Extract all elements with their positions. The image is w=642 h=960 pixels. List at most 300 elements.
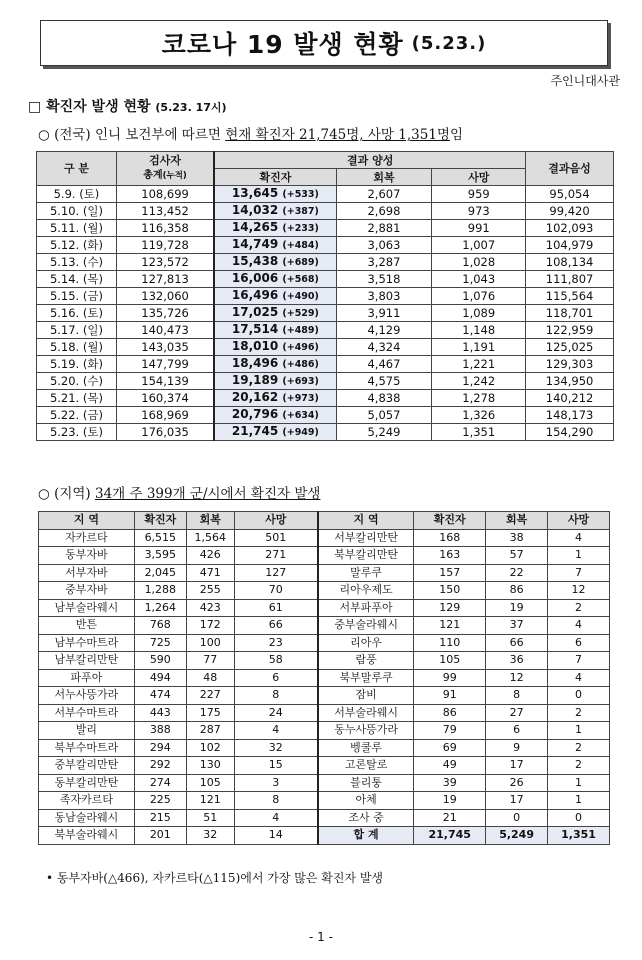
cell-recovered: 1,564 — [186, 529, 234, 547]
cell-recovered: 3,287 — [367, 254, 401, 269]
cell-date: 5.22. (금) — [49, 407, 103, 422]
header-confirmed: 확진자 — [134, 512, 186, 530]
cell-death: 2 — [548, 739, 610, 757]
cell-negative: 148,173 — [545, 407, 594, 422]
cell-recovered: 423 — [186, 599, 234, 617]
cell-death: 1,326 — [462, 407, 496, 422]
cell-confirmed: 21,745 — [231, 424, 279, 438]
cell-confirmed: 19,189 — [231, 373, 279, 387]
cell-death: 973 — [467, 203, 490, 218]
cell-confirmed: 150 — [414, 582, 486, 600]
cell-date: 5.13. (수) — [49, 254, 103, 269]
cell-date: 5.23. (토) — [49, 424, 103, 439]
cell-death: 24 — [234, 704, 318, 722]
cell-recovered: 12 — [486, 669, 548, 687]
cell-confirmed: 13,645 — [231, 186, 279, 200]
cell-date: 5.18. (월) — [49, 339, 103, 354]
cell-confirmed: 168 — [414, 529, 486, 547]
cell-death: 1,076 — [462, 288, 496, 303]
cell-confirmed: 768 — [134, 617, 186, 635]
cell-confirmed: 3,595 — [134, 547, 186, 565]
cell-increase: (+949) — [282, 427, 319, 438]
daily-status-table — [36, 151, 614, 441]
cell-confirmed: 14,265 — [231, 220, 279, 234]
table-row — [37, 237, 614, 254]
cell-region: 중부술라웨시 — [318, 617, 414, 635]
section-heading — [28, 96, 227, 116]
document-title — [40, 20, 608, 66]
header-death: 사망 — [548, 512, 610, 530]
cell-tested: 143,035 — [141, 339, 189, 354]
cell-region: 파푸아 — [39, 669, 135, 687]
cell-recovered: 2,607 — [367, 186, 401, 201]
cell-death: 66 — [234, 617, 318, 635]
cell-death: 1,278 — [462, 390, 496, 405]
cell-confirmed: 86 — [414, 704, 486, 722]
cell-recovered: 8 — [486, 687, 548, 705]
cell-date: 5.12. (화) — [49, 237, 103, 252]
cell-death: 4 — [234, 722, 318, 740]
cell-recovered: 102 — [186, 739, 234, 757]
cell-death: 2 — [548, 757, 610, 775]
table-row — [39, 792, 610, 810]
cell-death: 2 — [548, 599, 610, 617]
cell-negative: 129,303 — [545, 356, 594, 371]
cell-death: 991 — [467, 220, 490, 235]
cell-tested: 154,139 — [141, 373, 189, 388]
cell-region: 서부파푸아 — [318, 599, 414, 617]
cell-recovered: 5,249 — [367, 424, 401, 439]
cell-death: 32 — [234, 739, 318, 757]
cell-date: 5.14. (목) — [49, 271, 103, 286]
cell-date: 5.20. (수) — [49, 373, 103, 388]
cell-region: 반튼 — [39, 617, 135, 635]
cell-death: 58 — [234, 652, 318, 670]
table-row — [37, 339, 614, 356]
cell-recovered: 66 — [486, 634, 548, 652]
cell-increase: (+634) — [282, 410, 319, 421]
cell-death: 14 — [234, 827, 318, 845]
cell-confirmed: 14,032 — [231, 203, 279, 217]
cell-confirmed: 21 — [414, 809, 486, 827]
cell-death: 127 — [234, 564, 318, 582]
cell-region: 자카르타 — [39, 529, 135, 547]
cell-confirmed: 18,010 — [231, 339, 279, 353]
cell-death: 1,043 — [462, 271, 496, 286]
cell-recovered: 3,803 — [367, 288, 401, 303]
cell-region: 발리 — [39, 722, 135, 740]
header-tested — [116, 152, 214, 186]
cell-increase: (+490) — [282, 291, 319, 302]
header-region: 지 역 — [39, 512, 135, 530]
cell-tested: 147,799 — [141, 356, 189, 371]
table-row — [37, 220, 614, 237]
cell-recovered: 4,838 — [367, 390, 401, 405]
table-row — [37, 271, 614, 288]
table-row — [39, 652, 610, 670]
cell-death: 1,089 — [462, 305, 496, 320]
cell-confirmed: 20,162 — [231, 390, 279, 404]
cell-death: 0 — [548, 687, 610, 705]
cell-date: 5.21. (목) — [49, 390, 103, 405]
cell-confirmed: 49 — [414, 757, 486, 775]
cell-recovered: 2,698 — [367, 203, 401, 218]
cell-confirmed: 69 — [414, 739, 486, 757]
cell-increase: (+233) — [282, 223, 319, 234]
publisher: 주인니대사관 — [550, 74, 620, 88]
cell-confirmed: 16,496 — [231, 288, 279, 302]
cell-recovered: 37 — [486, 617, 548, 635]
cell-confirmed: 17,025 — [231, 305, 279, 319]
cell-region: 족자카르타 — [39, 792, 135, 810]
cell-negative: 99,420 — [549, 203, 590, 218]
cell-recovered: 121 — [186, 792, 234, 810]
regional-table — [38, 511, 610, 845]
cell-confirmed: 91 — [414, 687, 486, 705]
cell-region: 서부자바 — [39, 564, 135, 582]
cell-death: 2 — [548, 704, 610, 722]
cell-negative: 102,093 — [545, 220, 594, 235]
cell-recovered: 19 — [486, 599, 548, 617]
cell-date: 5.9. (토) — [53, 186, 100, 201]
cell-tested: 168,969 — [141, 407, 189, 422]
cell-recovered: 3,518 — [367, 271, 401, 286]
cell-death: 3 — [234, 774, 318, 792]
header-death: 사망 — [234, 512, 318, 530]
table-row — [39, 722, 610, 740]
cell-region: 조사 중 — [318, 809, 414, 827]
cell-recovered: 227 — [186, 687, 234, 705]
cell-confirmed: 39 — [414, 774, 486, 792]
cell-tested: 132,060 — [141, 288, 189, 303]
cell-recovered: 175 — [186, 704, 234, 722]
cell-date: 5.17. (일) — [49, 322, 103, 337]
cell-death: 12 — [548, 582, 610, 600]
header-region: 지 역 — [318, 512, 414, 530]
cell-recovered: 5,057 — [367, 407, 401, 422]
cell-confirmed: 225 — [134, 792, 186, 810]
table-row — [37, 305, 614, 322]
table-row — [39, 687, 610, 705]
cell-region: 서부술라웨시 — [318, 704, 414, 722]
table-row — [39, 599, 610, 617]
page-number: - 1 - — [309, 930, 333, 944]
cell-increase: (+973) — [282, 393, 319, 404]
cell-increase: (+486) — [282, 359, 319, 370]
cell-tested: 119,728 — [141, 237, 189, 252]
cell-region: 남부술라웨시 — [39, 599, 135, 617]
cell-recovered: 17 — [486, 792, 548, 810]
cell-death: 1,007 — [462, 237, 496, 252]
table-row — [39, 582, 610, 600]
cell-increase: (+496) — [282, 342, 319, 353]
cell-confirmed: 201 — [134, 827, 186, 845]
cell-recovered: 38 — [486, 529, 548, 547]
cell-region: 북부수마트라 — [39, 739, 135, 757]
table-row — [39, 547, 610, 565]
cell-recovered: 4,324 — [367, 339, 401, 354]
cell-recovered: 3,063 — [367, 237, 401, 252]
cell-recovered: 32 — [186, 827, 234, 845]
cell-death: 1 — [548, 792, 610, 810]
cell-region: 잠비 — [318, 687, 414, 705]
cell-tested: 123,572 — [141, 254, 189, 269]
cell-recovered: 26 — [486, 774, 548, 792]
cell-confirmed: 590 — [134, 652, 186, 670]
cell-increase: (+387) — [282, 206, 319, 217]
cell-confirmed: 163 — [414, 547, 486, 565]
cell-death: 6 — [234, 669, 318, 687]
cell-death: 61 — [234, 599, 318, 617]
cell-recovered: 86 — [486, 582, 548, 600]
cell-region: 고론탈로 — [318, 757, 414, 775]
cell-death: 959 — [467, 186, 490, 201]
cell-death: 1,242 — [462, 373, 496, 388]
header-tested-total: 총계 — [143, 170, 163, 181]
cell-recovered: 100 — [186, 634, 234, 652]
cell-confirmed: 79 — [414, 722, 486, 740]
cell-confirmed: 292 — [134, 757, 186, 775]
cell-region: 동남술라웨시 — [39, 809, 135, 827]
cell-region: 아체 — [318, 792, 414, 810]
cell-confirmed: 1,264 — [134, 599, 186, 617]
cell-tested: 176,035 — [141, 424, 189, 439]
table-row — [39, 827, 610, 845]
cell-confirmed: 20,796 — [231, 407, 279, 421]
cell-recovered: 48 — [186, 669, 234, 687]
cell-increase: (+529) — [282, 308, 319, 319]
cell-confirmed: 157 — [414, 564, 486, 582]
table-row — [37, 373, 614, 390]
cell-confirmed: 494 — [134, 669, 186, 687]
section-heading-text: □ 확진자 발생 현황 — [28, 99, 151, 115]
cell-death: 1,351 — [462, 424, 496, 439]
regional-highlight: 34개 주 399개 군/시에서 확진자 발생 — [94, 486, 321, 502]
cell-negative: 111,807 — [545, 271, 594, 286]
cell-recovered: 9 — [486, 739, 548, 757]
cell-tested: 160,374 — [141, 390, 189, 405]
table-row — [39, 634, 610, 652]
cell-negative: 140,212 — [545, 390, 594, 405]
cell-tested: 135,726 — [141, 305, 189, 320]
cell-region: 동누사뜽가라 — [318, 722, 414, 740]
cell-recovered: 172 — [186, 617, 234, 635]
cell-date: 5.10. (일) — [49, 203, 103, 218]
cell-confirmed: 14,749 — [231, 237, 279, 251]
cell-increase: (+533) — [282, 189, 319, 200]
section-heading-time: (5.23. 17시) — [155, 101, 227, 114]
cell-confirmed: 388 — [134, 722, 186, 740]
cell-confirmed: 474 — [134, 687, 186, 705]
cell-tested: 140,473 — [141, 322, 189, 337]
cell-negative: 104,979 — [545, 237, 594, 252]
cell-recovered: 77 — [186, 652, 234, 670]
cell-death: 1,351 — [548, 827, 610, 845]
cell-negative: 108,134 — [545, 254, 594, 269]
cell-negative: 125,025 — [545, 339, 594, 354]
cell-death: 4 — [548, 529, 610, 547]
cell-region: 서부칼리만탄 — [318, 529, 414, 547]
cell-confirmed: 443 — [134, 704, 186, 722]
cell-region: 남부수마트라 — [39, 634, 135, 652]
table-row — [37, 390, 614, 407]
cell-region: 동부칼리만탄 — [39, 774, 135, 792]
cell-confirmed: 15,438 — [231, 254, 279, 268]
cell-confirmed: 725 — [134, 634, 186, 652]
cell-confirmed: 129 — [414, 599, 486, 617]
cell-death: 501 — [234, 529, 318, 547]
header-recovered: 회복 — [186, 512, 234, 530]
table-row — [39, 529, 610, 547]
cell-death: 15 — [234, 757, 318, 775]
cell-region: 리아우 — [318, 634, 414, 652]
table-row — [39, 669, 610, 687]
cell-region: 리아우제도 — [318, 582, 414, 600]
header-tested-label: 검사자 — [149, 154, 181, 167]
cell-increase: (+489) — [282, 325, 319, 336]
regional-summary — [38, 482, 320, 502]
cell-region: 람풍 — [318, 652, 414, 670]
cell-death: 1,028 — [462, 254, 496, 269]
cell-recovered: 0 — [486, 809, 548, 827]
table-row — [37, 322, 614, 339]
summary-tail: 임 — [449, 127, 463, 143]
cell-confirmed: 17,514 — [231, 322, 279, 336]
cell-region: 말루쿠 — [318, 564, 414, 582]
cell-recovered: 5,249 — [486, 827, 548, 845]
cell-death: 4 — [234, 809, 318, 827]
cell-increase: (+484) — [282, 240, 319, 251]
cell-recovered: 4,575 — [367, 373, 401, 388]
cell-confirmed: 215 — [134, 809, 186, 827]
national-summary — [38, 123, 463, 143]
table-row — [37, 356, 614, 373]
table-row — [39, 704, 610, 722]
header-negative: 결과음성 — [526, 152, 614, 186]
cell-recovered: 287 — [186, 722, 234, 740]
cell-recovered: 426 — [186, 547, 234, 565]
table-row — [37, 254, 614, 271]
header-period: 구 분 — [37, 152, 117, 186]
regional-lead: ○ (지역) — [38, 486, 95, 502]
cell-confirmed: 2,045 — [134, 564, 186, 582]
cell-negative: 118,701 — [545, 305, 594, 320]
cell-recovered: 4,129 — [367, 322, 401, 337]
header-recovered: 회복 — [486, 512, 548, 530]
cell-confirmed: 121 — [414, 617, 486, 635]
cell-death: 271 — [234, 547, 318, 565]
cell-tested: 108,699 — [141, 186, 189, 201]
cell-confirmed: 105 — [414, 652, 486, 670]
table-row — [39, 774, 610, 792]
cell-region: 남부칼리만탄 — [39, 652, 135, 670]
cell-negative: 122,959 — [545, 322, 594, 337]
header-death: 사망 — [432, 169, 526, 186]
cell-recovered: 105 — [186, 774, 234, 792]
cell-increase: (+693) — [282, 376, 319, 387]
table-row — [37, 407, 614, 424]
cell-confirmed: 294 — [134, 739, 186, 757]
cell-confirmed: 21,745 — [414, 827, 486, 845]
table-row — [39, 617, 610, 635]
cell-recovered: 255 — [186, 582, 234, 600]
cell-recovered: 57 — [486, 547, 548, 565]
cell-tested: 116,358 — [141, 220, 189, 235]
cell-recovered: 17 — [486, 757, 548, 775]
header-confirmed: 확진자 — [414, 512, 486, 530]
cell-increase: (+568) — [282, 274, 319, 285]
cell-recovered: 22 — [486, 564, 548, 582]
table-row — [37, 186, 614, 203]
cell-recovered: 51 — [186, 809, 234, 827]
cell-confirmed: 1,288 — [134, 582, 186, 600]
cell-confirmed: 99 — [414, 669, 486, 687]
cell-confirmed: 18,496 — [231, 356, 279, 370]
table-row — [37, 288, 614, 305]
header-positive: 결과 양성 — [214, 152, 525, 169]
cell-date: 5.15. (금) — [49, 288, 103, 303]
cell-death: 23 — [234, 634, 318, 652]
cell-recovered: 27 — [486, 704, 548, 722]
cell-confirmed: 6,515 — [134, 529, 186, 547]
cell-negative: 95,054 — [549, 186, 590, 201]
cell-region: 동부자바 — [39, 547, 135, 565]
summary-lead: ○ (전국) 인니 보건부에 따르면 — [38, 127, 226, 143]
cell-confirmed: 16,006 — [231, 271, 279, 285]
cell-death: 4 — [548, 617, 610, 635]
cell-negative: 115,564 — [545, 288, 594, 303]
cell-death: 0 — [548, 809, 610, 827]
cell-region: 서누사뜽가라 — [39, 687, 135, 705]
footnote: • 동부자바(△466), 자카르타(△115)에서 가장 많은 확진자 발생 — [46, 871, 384, 885]
cell-region: 벵쿨루 — [318, 739, 414, 757]
table-row — [39, 739, 610, 757]
title-date: (5.23.) — [411, 32, 487, 54]
cell-region: 북부술라웨시 — [39, 827, 135, 845]
cell-increase: (+689) — [282, 257, 319, 268]
table-row — [37, 203, 614, 220]
cell-death: 1 — [548, 722, 610, 740]
cell-negative: 154,290 — [545, 424, 594, 439]
cell-death: 1,191 — [462, 339, 496, 354]
cell-death: 1 — [548, 774, 610, 792]
cell-region: 중부칼리만탄 — [39, 757, 135, 775]
cell-region: 중부자바 — [39, 582, 135, 600]
cell-region: 북부말루쿠 — [318, 669, 414, 687]
cell-date: 5.16. (토) — [49, 305, 103, 320]
table-row — [39, 564, 610, 582]
title-text: 코로나 19 발생 현황 — [161, 30, 404, 59]
cell-tested: 127,813 — [141, 271, 189, 286]
cell-tested: 113,452 — [141, 203, 189, 218]
cell-region: 합 계 — [318, 827, 414, 845]
cell-recovered: 130 — [186, 757, 234, 775]
cell-recovered: 36 — [486, 652, 548, 670]
cell-recovered: 6 — [486, 722, 548, 740]
cell-death: 70 — [234, 582, 318, 600]
cell-region: 블리퉁 — [318, 774, 414, 792]
cell-negative: 134,950 — [545, 373, 594, 388]
cell-recovered: 3,911 — [367, 305, 401, 320]
cell-recovered: 2,881 — [367, 220, 401, 235]
cell-recovered: 4,467 — [367, 356, 401, 371]
cell-region: 서부수마트라 — [39, 704, 135, 722]
header-tested-cumulative: (누적) — [162, 171, 187, 181]
cell-death: 1 — [548, 547, 610, 565]
header-recovered: 회복 — [336, 169, 432, 186]
cell-recovered: 471 — [186, 564, 234, 582]
cell-death: 7 — [548, 652, 610, 670]
